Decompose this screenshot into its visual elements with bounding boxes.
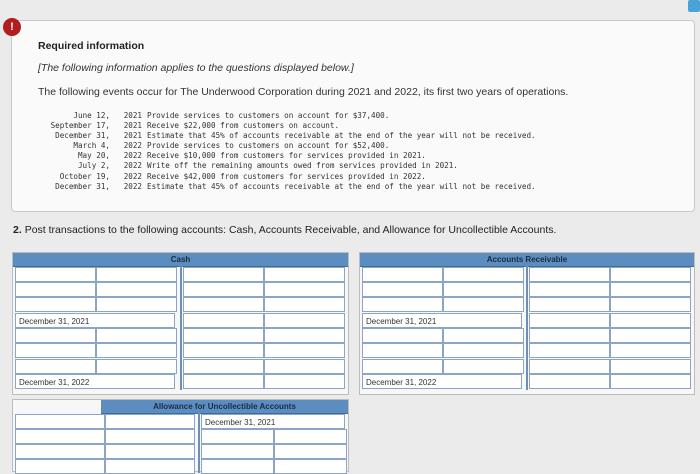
ledger-amount-cell[interactable] xyxy=(610,267,691,282)
ledger-amount-cell[interactable] xyxy=(610,374,691,389)
ledger-amount-cell[interactable] xyxy=(264,359,345,374)
balance-date-2021: December 31, 2021 xyxy=(201,414,345,429)
ledger-entry-cell[interactable] xyxy=(529,328,610,343)
ledger-entry-cell[interactable] xyxy=(15,282,96,297)
ledger-entry-cell[interactable] xyxy=(15,444,105,459)
ledger-amount-cell[interactable] xyxy=(443,297,524,312)
balance-date-2021: December 31, 2021 xyxy=(362,313,522,328)
ledger-amount-cell[interactable] xyxy=(610,297,691,312)
ledger-entry-cell[interactable] xyxy=(183,328,264,343)
event-row: December 31, 2021 Estimate that 45% of accounts receivable at the end of the year will not be received. xyxy=(55,131,536,141)
ledger-amount-cell[interactable] xyxy=(264,297,345,312)
ledger-amount-cell[interactable] xyxy=(610,313,691,328)
ledger-entry-cell[interactable] xyxy=(15,328,96,343)
ledger-amount-cell[interactable] xyxy=(264,267,345,282)
ledger-entry-cell[interactable] xyxy=(183,267,264,282)
ledger-entry-cell[interactable] xyxy=(15,429,105,444)
ledger-amount-cell[interactable] xyxy=(443,343,524,358)
event-row: December 31, 2022 Estimate that 45% of accounts receivable at the end of the year will not be received. xyxy=(55,181,536,191)
t-account-divider xyxy=(180,266,182,390)
question-prompt: 2. Post transactions to the following accounts: Cash, Accounts Receivable, and Allowance for Uncollectible Accounts. xyxy=(13,224,557,236)
ledger-entry-cell[interactable] xyxy=(183,374,264,389)
ledger-entry-cell[interactable] xyxy=(183,313,264,328)
event-row: July 2, 2022 Write off the remaining amounts owed from services provided in 2021. xyxy=(77,161,458,171)
ledger-amount-cell[interactable] xyxy=(105,444,195,459)
event-row: September 17, 2021 Receive $22,000 from customers on account. xyxy=(50,121,340,131)
event-row: June 12, 2021 Provide services to customers on account for $37,400. xyxy=(73,111,390,120)
ledger-entry-cell[interactable] xyxy=(15,414,105,429)
ledger-amount-cell[interactable] xyxy=(96,297,177,312)
events-list xyxy=(38,111,536,192)
t-account-divider xyxy=(526,266,528,390)
ledger-amount-cell[interactable] xyxy=(274,444,347,459)
balance-date-2021: December 31, 2021 xyxy=(15,313,175,328)
ledger-amount-cell[interactable] xyxy=(264,282,345,297)
ledger-amount-cell[interactable] xyxy=(443,282,524,297)
ledger-amount-cell[interactable] xyxy=(264,374,345,389)
allowance-title: Allowance for Uncollectible Accounts xyxy=(153,402,296,411)
ledger-entry-cell[interactable] xyxy=(362,267,443,282)
required-info-heading: Required information xyxy=(38,40,145,52)
cash-title: Cash xyxy=(170,255,191,264)
ledger-amount-cell[interactable] xyxy=(443,267,524,282)
corner-indicator xyxy=(688,0,700,12)
balance-date-2022: December 31, 2022 xyxy=(362,374,522,389)
ledger-entry-cell[interactable] xyxy=(362,343,443,358)
ledger-amount-cell[interactable] xyxy=(96,282,177,297)
ar-title: Accounts Receivable xyxy=(486,255,568,264)
ledger-entry-cell[interactable] xyxy=(201,444,274,459)
ledger-entry-cell[interactable] xyxy=(183,282,264,297)
ledger-entry-cell[interactable] xyxy=(529,313,610,328)
ledger-entry-cell[interactable] xyxy=(362,297,443,312)
ledger-entry-cell[interactable] xyxy=(529,343,610,358)
event-row: May 20, 2022 Receive $10,000 from customers for services provided in 2021. xyxy=(77,151,426,161)
ledger-amount-cell[interactable] xyxy=(610,359,691,374)
ledger-entry-cell[interactable] xyxy=(529,282,610,297)
ledger-entry-cell[interactable] xyxy=(529,359,610,374)
ledger-amount-cell[interactable] xyxy=(264,328,345,343)
allowance-t-account xyxy=(12,399,349,472)
ledger-amount-cell[interactable] xyxy=(610,343,691,358)
ledger-entry-cell[interactable] xyxy=(15,359,96,374)
ledger-entry-cell[interactable] xyxy=(529,374,610,389)
ledger-amount-cell[interactable] xyxy=(443,328,524,343)
ledger-entry-cell[interactable] xyxy=(15,343,96,358)
ledger-amount-cell[interactable] xyxy=(96,328,177,343)
ledger-entry-cell[interactable] xyxy=(183,297,264,312)
ledger-amount-cell[interactable] xyxy=(443,359,524,374)
ledger-amount-cell[interactable] xyxy=(264,343,345,358)
cash-t-account xyxy=(12,252,349,395)
ledger-entry-cell[interactable] xyxy=(362,328,443,343)
ledger-entry-cell[interactable] xyxy=(362,282,443,297)
ar-t-account xyxy=(359,252,695,395)
ledger-amount-cell[interactable] xyxy=(610,282,691,297)
ledger-entry-cell[interactable] xyxy=(183,343,264,358)
ledger-entry-cell[interactable] xyxy=(201,429,274,444)
ledger-entry-cell[interactable] xyxy=(183,359,264,374)
info-note: [The following information applies to the questions displayed below.] xyxy=(38,62,354,74)
info-intro: The following events occur for The Underwood Corporation during 2021 and 2022, its first two years of operations. xyxy=(38,86,569,98)
event-row: March 4, 2022 Provide services to customers on account for $52,400. xyxy=(73,141,390,151)
ledger-amount-cell[interactable] xyxy=(96,267,177,282)
ledger-entry-cell[interactable] xyxy=(15,297,96,312)
ledger-amount-cell[interactable] xyxy=(105,429,195,444)
ledger-amount-cell[interactable] xyxy=(96,343,177,358)
alert-icon: ! xyxy=(3,18,21,36)
ledger-amount-cell[interactable] xyxy=(96,359,177,374)
ledger-entry-cell[interactable] xyxy=(15,267,96,282)
ledger-entry-cell[interactable] xyxy=(362,359,443,374)
ledger-amount-cell[interactable] xyxy=(610,328,691,343)
ledger-entry-cell[interactable] xyxy=(529,297,610,312)
balance-date-2022: December 31, 2022 xyxy=(15,374,175,389)
t-account-divider xyxy=(198,413,200,473)
event-row: October 19, 2022 Receive $42,000 from customers for services provided in 2022. xyxy=(59,171,426,181)
ledger-amount-cell[interactable] xyxy=(274,429,347,444)
ledger-entry-cell[interactable] xyxy=(529,267,610,282)
ledger-amount-cell[interactable] xyxy=(105,414,195,429)
ledger-amount-cell[interactable] xyxy=(264,313,345,328)
